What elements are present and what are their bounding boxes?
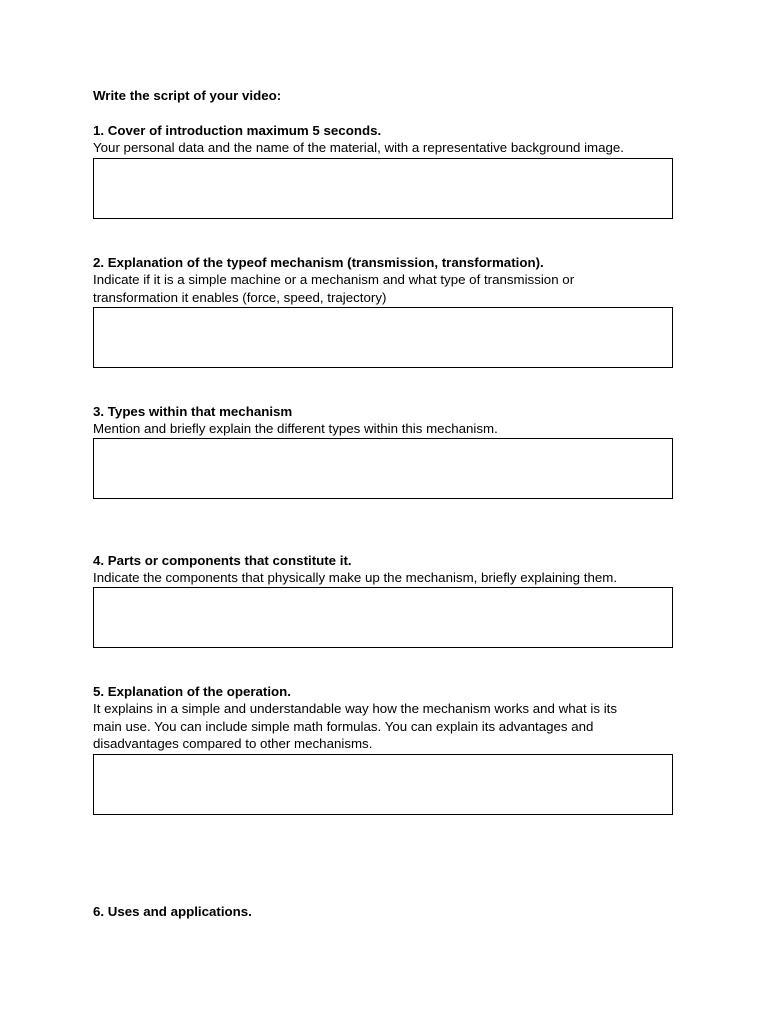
section-3-answer-box[interactable] [93, 438, 673, 499]
section-3-description: Mention and briefly explain the different types within this mechanism. [93, 421, 498, 436]
section-1-title: 1. Cover of introduction maximum 5 seconds. [93, 123, 382, 138]
section-2-description-line-2: transformation it enables (force, speed, trajectory) [93, 290, 387, 305]
section-3-title: 3. Types within that mechanism [93, 404, 293, 419]
section-5-description-line-2: main use. You can include simple math formulas. You can explain its advantages and [93, 719, 594, 734]
section-2-title: 2. Explanation of the typeof mechanism (transmission, transformation). [93, 255, 544, 270]
section-1-description: Your personal data and the name of the material, with a representative background image. [93, 140, 624, 155]
section-2-answer-box[interactable] [93, 307, 673, 368]
section-5-title: 5. Explanation of the operation. [93, 684, 291, 699]
section-4-title: 4. Parts or components that constitute it. [93, 553, 352, 568]
section-5-description-line-3: disadvantages compared to other mechanisms. [93, 736, 373, 751]
section-6-title: 6. Uses and applications. [93, 904, 252, 919]
section-4-description: Indicate the components that physically make up the mechanism, briefly explaining them. [93, 570, 618, 585]
section-5-description-line-1: It explains in a simple and understandable way how the mechanism works and what is its [93, 701, 618, 716]
section-4-answer-box[interactable] [93, 587, 673, 648]
section-2-description-line-1: Indicate if it is a simple machine or a mechanism and what type of transmission or [93, 272, 575, 287]
page-heading: Write the script of your video: [93, 88, 282, 103]
section-1-answer-box[interactable] [93, 158, 673, 219]
section-5-answer-box[interactable] [93, 754, 673, 815]
